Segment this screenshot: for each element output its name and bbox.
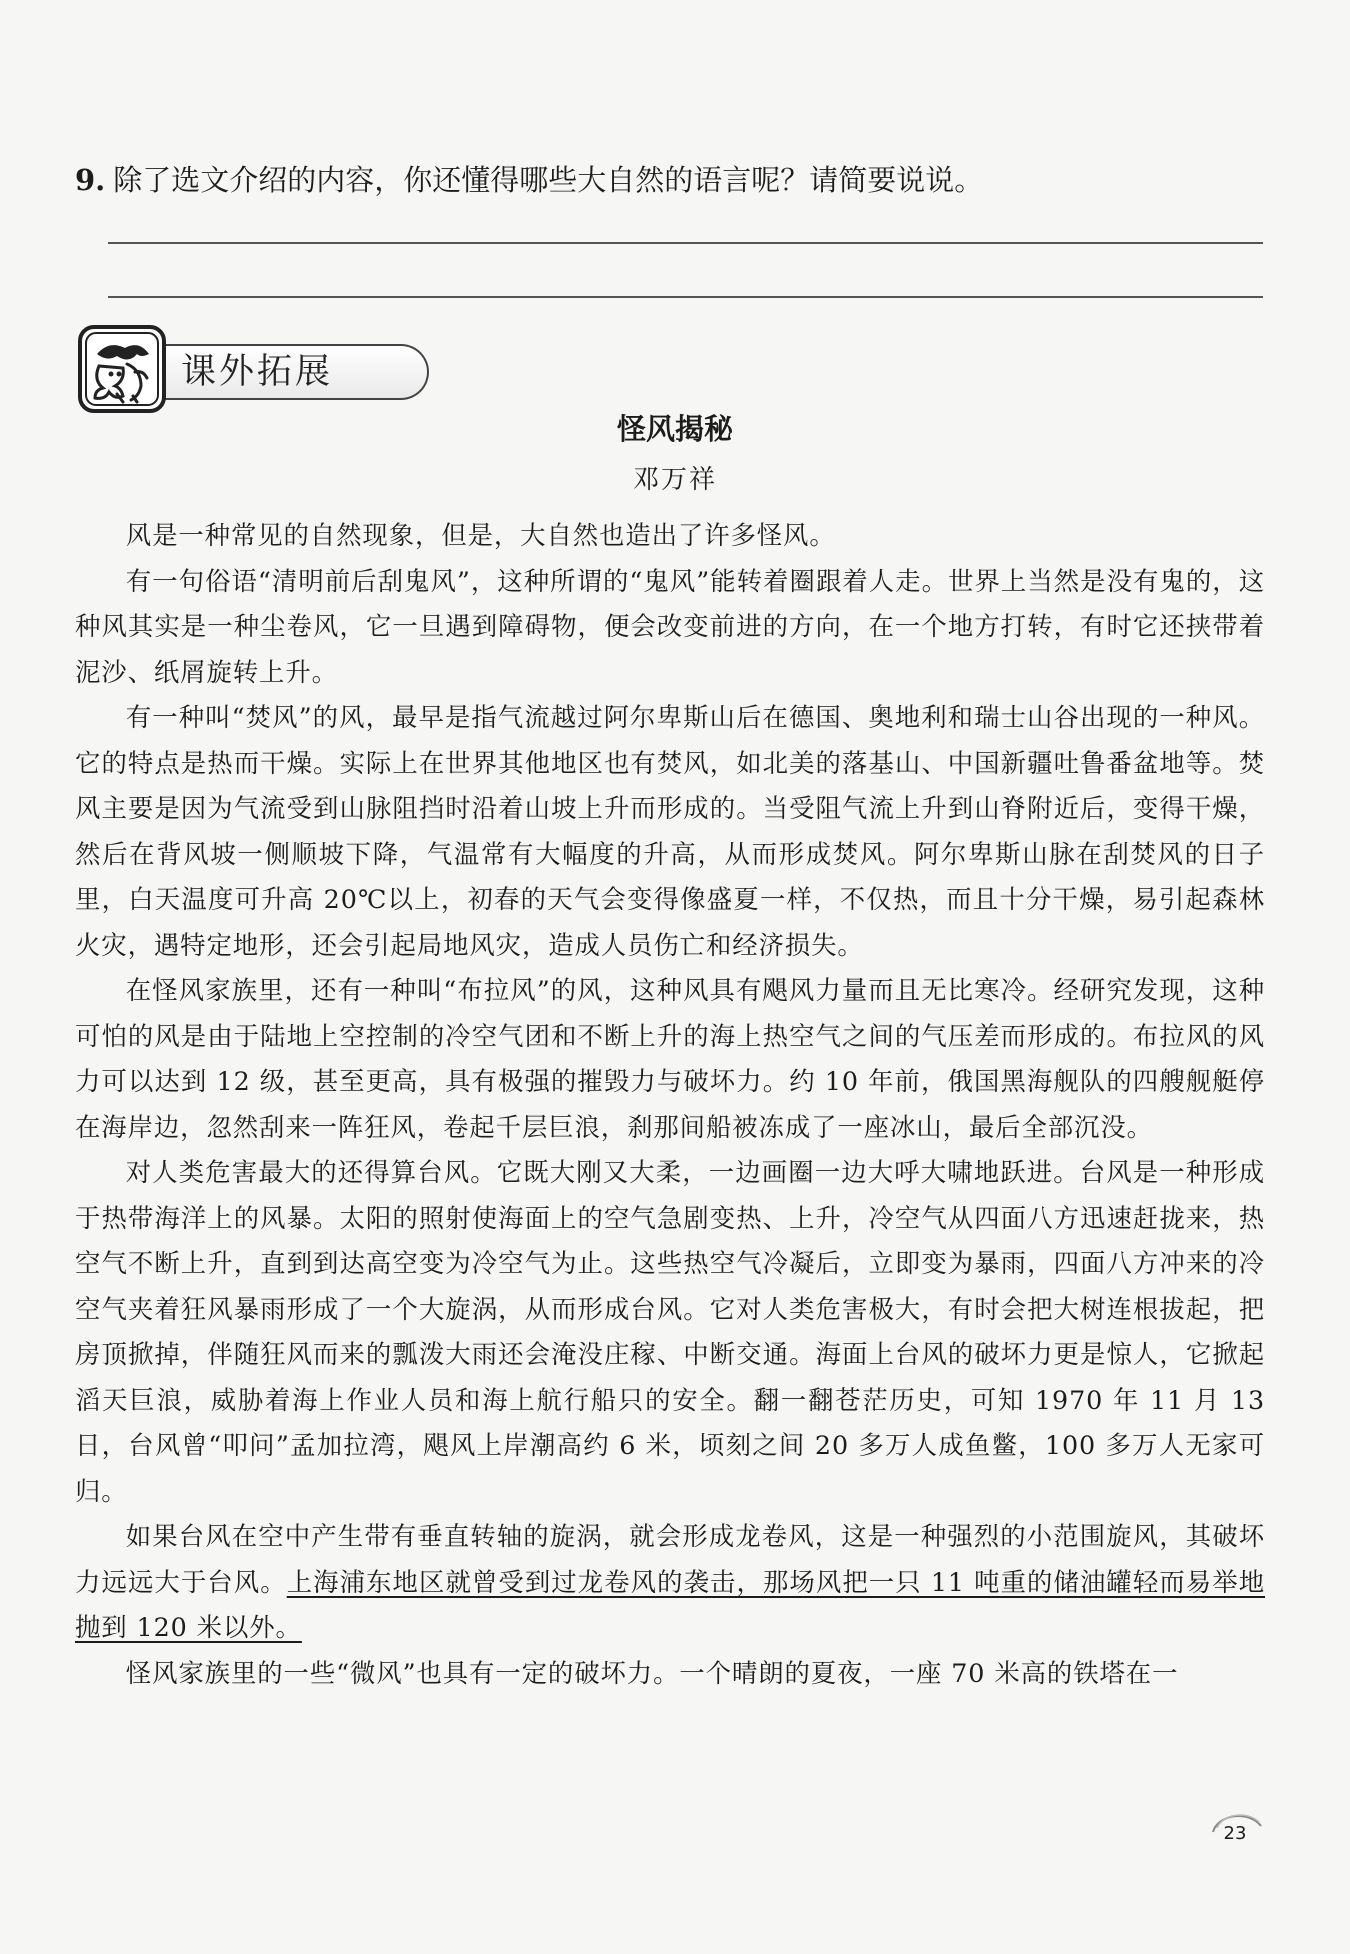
paragraph-6: [75, 1514, 1265, 1651]
section-header: [77, 324, 357, 416]
monkey-emblem-icon: [77, 324, 167, 414]
article-author: 邓万祥: [632, 465, 717, 495]
paragraph-3: 有一种叫“焚风”的风，最早是指气流越过阿尔卑斯山后在德国、奥地利和瑞士山谷出现的一种风。它的特点是热而干燥。实际上在世界其他地区也有焚风，如北美的落基山、中国新疆吐鲁番盆地等。焚风主要是因为气流受到山脉阻挡时沿着山坡上升而形成的。当受阻气流上升到山脊附近后，变得干燥，然后在背风坡一侧顺坡下降，气温常有大幅度的升高，从而形成焚风。阿尔卑斯山脉在刮焚风的日子里，白天温度可升高 20℃以上，初春的天气会变得像盛夏一样，不仅热，而且十分干燥，易引起森林火灾，遇特定地形，还会引起局地风灾，造成人员伤亡和经济损失。: [75, 702, 1265, 960]
underlined-sentence: 上海浦东地区就曾受到过龙卷风的袭击，那场风把一只 11 吨重的储油罐轻而易举地抛到 120 米以外。: [75, 1566, 1265, 1642]
paragraph-5: 对人类危害最大的还得算台风。它既大刚又大柔，一边画圈一边大呼大啸地跃进。台风是一种形成于热带海洋上的风暴。太阳的照射使海面上的空气急剧变热、上升，冷空气从四面八方迅速赶拢来，热空气不断上升，直到到达高空变为冷空气为止。这些热空气冷凝后，立即变为暴雨，四面八方冲来的冷空气夹着狂风暴雨形成了一个大旋涡，从而形成台风。它对人类危害极大，有时会把大树连根拔起，把房顶掀掉，伴随狂风而来的瓢泼大雨还会淹没庄稼、中断交通。海面上台风的破坏力更是惊人，它掀起滔天巨浪，威胁着海上作业人员和海上航行船只的安全。翻一翻苍茫历史，可知 1970 年 11 月 13 日，台风曾“叩问”孟加拉湾，飓风上岸潮高约 6 米，顷刻之间 20 多万人成鱼鳖，100 多万人无家可归。: [75, 1157, 1265, 1506]
article-body: [75, 513, 1265, 1696]
page-number-text: 23: [1223, 1823, 1247, 1844]
paragraph-7: 怪风家族里的一些“微风”也具有一定的破坏力。一个晴朗的夏夜，一座 70 米高的铁塔在一: [125, 1657, 1179, 1688]
paragraph-4: 在怪风家族里，还有一种叫“布拉风”的风，这种风具有飓风力量而且无比寒冷。经研究发现，这种可怕的风是由于陆地上空控制的冷空气团和不断上升的海上热空气之间的气压差而形成的。布拉风的风力可以达到 12 级，甚至更高，具有极强的摧毁力与破坏力。约 10 年前，俄国黑海舰队的四艘舰艇停在海岸边，忽然刮来一阵狂风，卷起千层巨浪，刹那间船被冻成了一座冰山，最后全部沉没。: [75, 975, 1265, 1142]
question-9: [75, 160, 1275, 200]
answer-line-2[interactable]: [108, 296, 1263, 298]
section-title: 课外拓展: [181, 352, 334, 392]
paragraph-2: 有一句俗语“清明前后刮鬼风”，这种所谓的“鬼风”能转着圈跟着人走。世界上当然是没有鬼的，这种风其实是一种尘卷风，它一旦遇到障碍物，便会改变前进的方向，在一个地方打转，有时它还挟带着泥沙、纸屑旋转上升。: [75, 565, 1265, 687]
paragraph-6-text: 如果台风在空中产生带有垂直转轴的旋涡，就会形成龙卷风，这是一种强烈的小范围旋风，其破坏力远远大于台风。: [75, 1521, 1265, 1597]
question-number: 9.: [75, 163, 106, 197]
question-text: 除了选文介绍的内容，你还懂得哪些大自然的语言呢？请简要说说。: [113, 163, 984, 197]
answer-line-1[interactable]: [108, 242, 1263, 244]
page-number: [1205, 1812, 1265, 1860]
article-title: 怪风揭秘: [616, 412, 733, 446]
paragraph-1: 风是一种常见的自然现象，但是，大自然也造出了许多怪风。: [125, 520, 836, 550]
